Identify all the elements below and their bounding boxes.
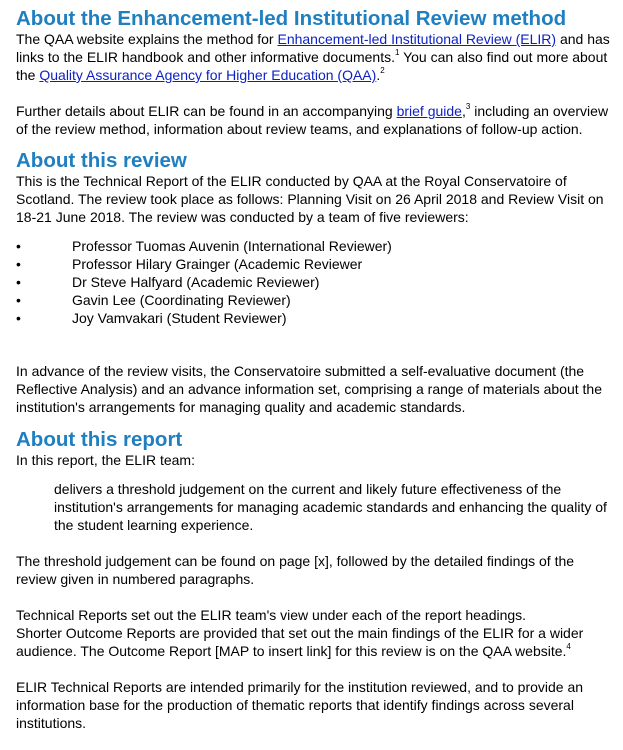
method-p1-text-3: You can also find out more about the	[16, 49, 608, 83]
review-intro: This is the Technical Report of the ELIR conducted by QAA at the Royal Conservatoire of Scotland. The review took place as follows: Planning Visit on 26 April 2018 and Review Visit on 18-21 June 2018. The review was conducted by a team of five reviewers:	[16, 173, 604, 225]
heading-review: About this review	[16, 149, 187, 172]
heading-report: About this report	[16, 428, 183, 451]
reviewer-name: Gavin Lee (Coordinating Reviewer)	[72, 292, 291, 308]
technical-line-2: Shorter Outcome Reports are provided that set out the main findings of the ELIR for a wider audience. The Outcome Report [MAP to insert link] for this review is on the QAA website.	[16, 625, 584, 659]
method-p2-text-1: Further details about ELIR can be found in an accompanying	[16, 103, 397, 119]
footnote-3: 3	[465, 102, 471, 112]
footnote-1: 1	[395, 48, 400, 58]
method-p2-text-2: ,	[461, 103, 466, 119]
report-threshold-paragraph: The threshold judgement can be found on page [x], followed by the detailed findings of the review given in numbered paragraphs.	[16, 553, 575, 587]
method-p1-text-1: The QAA website explains the method for	[16, 31, 278, 47]
report-indented-paragraph: delivers a threshold judgement on the current and likely future effectiveness of the institution's arrangements for managing academic standards and enhancing the quality of the student learning experience.	[54, 481, 607, 533]
list-item	[16, 291, 623, 309]
method-paragraph-1	[16, 30, 618, 84]
report-final-paragraph: ELIR Technical Reports are intended primarily for the institution reviewed, and to provide an information base for the production of thematic reports that identify findings across several institutions.	[16, 679, 584, 731]
reviewer-name: Professor Hilary Grainger (Academic Reviewer	[72, 256, 363, 272]
reviewer-name: Dr Steve Halfyard (Academic Reviewer)	[72, 274, 320, 290]
brief-guide-link[interactable]: brief guide	[396, 103, 462, 119]
technical-line-1: Technical Reports set out the ELIR team's view under each of the report headings.	[16, 607, 527, 623]
review-advance-paragraph: In advance of the review visits, the Conservatoire submitted a self-evaluative document (the Reflective Analysis) and an advance information set, comprising a range of materials about the institution's arrangements for managing quality and academic standards.	[16, 363, 602, 415]
elir-link[interactable]: Enhancement-led Institutional Review (ELIR)	[277, 31, 557, 47]
qaa-link[interactable]: Quality Assurance Agency for Higher Education (QAA)	[39, 67, 377, 83]
bullet: •	[16, 256, 21, 272]
method-p2-text-3: including an overview of the review method, information about review teams, and explanations of follow-up action.	[16, 103, 609, 137]
report-technical-paragraph	[16, 606, 618, 660]
heading-method: About the Enhancement-led Institutional Review method	[16, 7, 567, 30]
list-item	[16, 273, 623, 291]
method-p1-text-4: .	[376, 67, 381, 83]
footnote-2: 2	[380, 66, 385, 76]
reviewer-name: Joy Vamvakari (Student Reviewer)	[72, 310, 287, 326]
reviewer-name: Professor Tuomas Auvenin (International Reviewer)	[72, 238, 392, 254]
footnote-4: 4	[566, 642, 571, 652]
method-paragraph-2	[16, 102, 618, 138]
reviewer-list	[16, 237, 623, 327]
bullet: •	[16, 310, 21, 326]
bullet: •	[16, 274, 21, 290]
list-item	[16, 255, 623, 273]
report-intro: In this report, the ELIR team:	[16, 452, 195, 468]
bullet: •	[16, 292, 21, 308]
list-item	[16, 309, 623, 327]
method-p1-text-2: and has links to the ELIR handbook and other informative documents.	[16, 31, 610, 65]
bullet: •	[16, 238, 21, 254]
list-item	[16, 237, 623, 255]
